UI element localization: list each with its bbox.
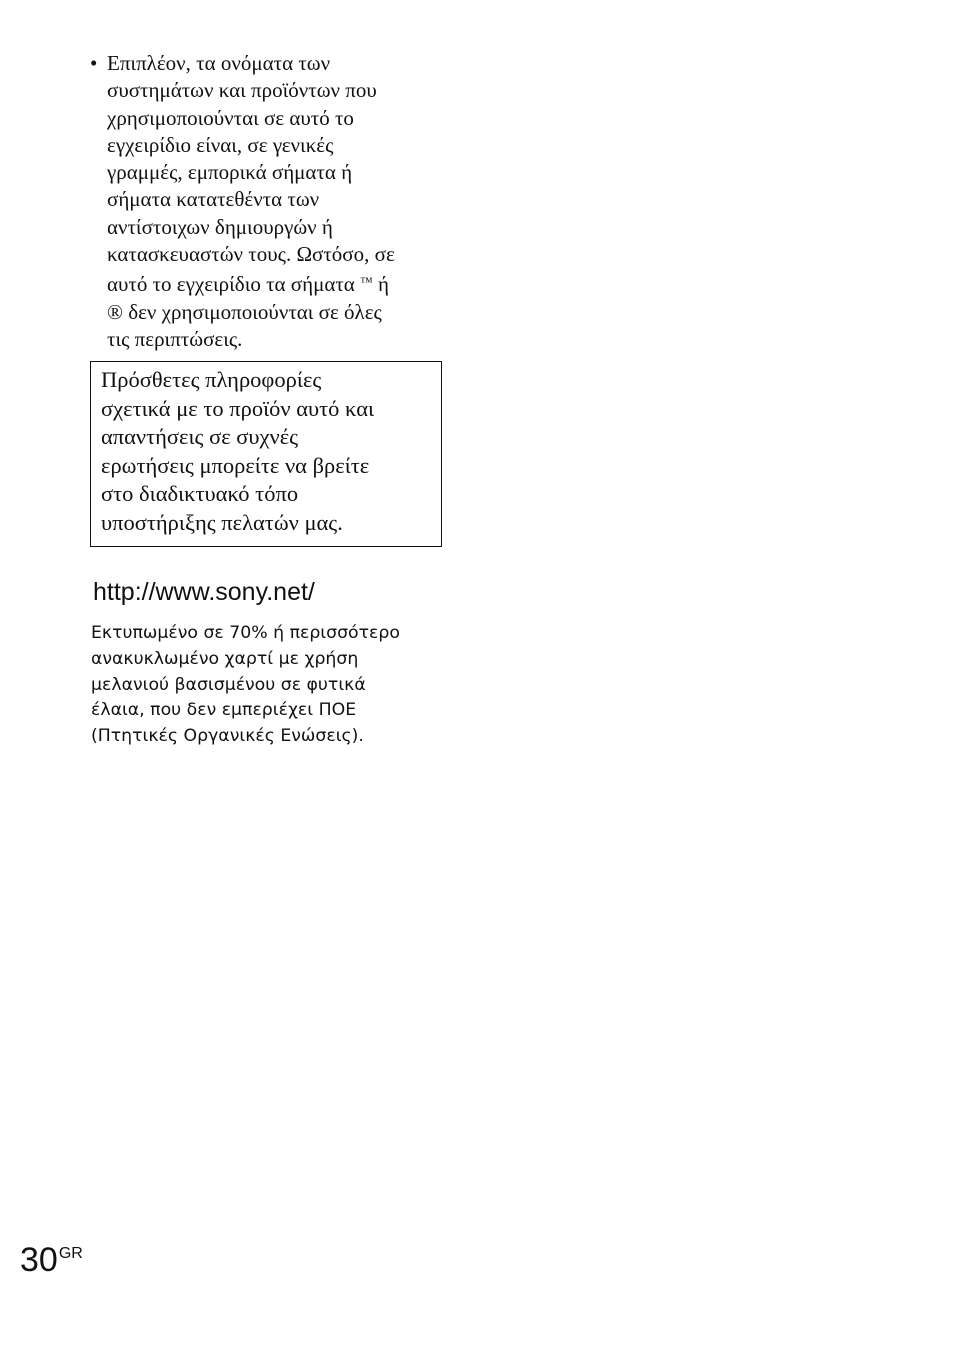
text-line: σήματα κατατεθέντα των bbox=[107, 187, 320, 212]
recycled-paper-note bbox=[91, 621, 400, 750]
text-line: (Πτητικές Οργανικές Ενώσεις). bbox=[91, 726, 364, 747]
trademark-paragraph bbox=[107, 50, 395, 353]
website-url: http://www.sony.net/ bbox=[93, 578, 315, 606]
text-fragment: αυτό το εγχειρίδιο τα σήματα bbox=[107, 272, 361, 297]
bullet-mark: • bbox=[90, 51, 98, 75]
text-line: υποστήριξης πελατών μας. bbox=[101, 509, 343, 535]
text-line: ερωτήσεις μπορείτε να βρείτε bbox=[101, 452, 370, 478]
text-line: αντίστοιχων δημιουργών ή bbox=[107, 214, 333, 239]
text-line: ® δεν χρησιμοποιούνται σε όλες bbox=[107, 299, 382, 324]
text-line bbox=[107, 268, 395, 298]
text-line: χρησιμοποιούνται σε αυτό το bbox=[107, 105, 354, 130]
text-line: Επιπλέον, τα ονόματα των bbox=[107, 51, 331, 75]
page-number-value: 30 bbox=[20, 1241, 58, 1279]
text-line: συστημάτων και προϊόντων που bbox=[107, 78, 377, 103]
text-line: τις περιπτώσεις. bbox=[107, 326, 243, 351]
support-info-box bbox=[90, 361, 442, 547]
support-info-text bbox=[101, 366, 374, 538]
text-line: Εκτυπωμένο σε 70% ή περισσότερο bbox=[91, 623, 400, 643]
trademark-symbol: ™ bbox=[360, 274, 373, 290]
text-line: εγχειρίδιο είναι, σε γενικές bbox=[107, 132, 334, 157]
text-line: κατασκευαστών τους. Ωστόσο, σε bbox=[107, 242, 395, 267]
text-line: Πρόσθετες πληροφορίες bbox=[101, 367, 322, 392]
text-line: ανακυκλωμένο χαρτί με χρήση bbox=[91, 648, 359, 669]
text-line: μελανιού βασισμένου σε φυτικά bbox=[91, 674, 366, 695]
text-line: απαντήσεις σε συχνές bbox=[101, 424, 299, 450]
page-language-code: GR bbox=[58, 1245, 83, 1262]
text-line: στο διαδικτυακό τόπο bbox=[101, 481, 299, 507]
text-fragment: ή bbox=[372, 272, 390, 297]
text-line: γραμμές, εμπορικά σήματα ή bbox=[107, 160, 353, 185]
text-line: έλαια, που δεν εμπεριέχει ΠΟΕ bbox=[91, 700, 357, 721]
page-number bbox=[20, 1232, 83, 1282]
text-line: σχετικά με το προϊόν αυτό και bbox=[101, 395, 375, 421]
